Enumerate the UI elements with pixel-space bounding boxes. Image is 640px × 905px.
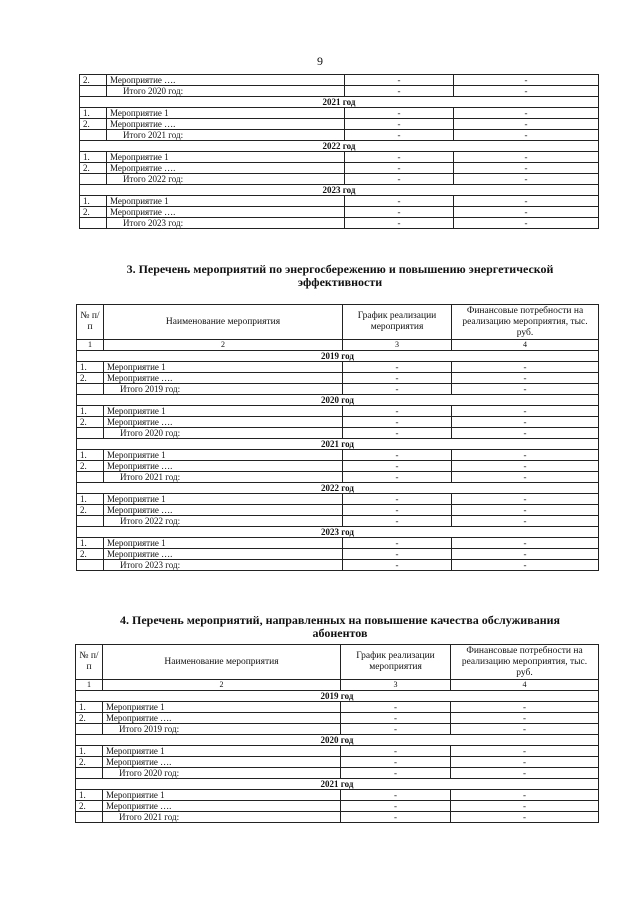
total-row [80, 130, 599, 141]
finance-cell: - [452, 406, 599, 417]
section4-title-line2: абонентов [312, 626, 368, 640]
row-number: 2. [80, 75, 107, 86]
year-label: 2019 год [76, 691, 599, 702]
finance-cell: - [452, 450, 599, 461]
total-label: Итого 2019 год: [103, 724, 341, 735]
event-name: Мероприятие 1 [107, 196, 345, 207]
row-number: 1. [77, 406, 104, 417]
section3-title [60, 263, 620, 289]
finance-cell: - [452, 549, 599, 560]
row-number [76, 768, 103, 779]
schedule-cell: - [343, 472, 452, 483]
total-label: Итого 2021 год: [107, 130, 345, 141]
schedule-cell: - [341, 746, 451, 757]
total-row [76, 812, 599, 823]
column-header: Наименование мероприятия [103, 645, 341, 680]
schedule-cell: - [343, 450, 452, 461]
row-number: 1. [76, 746, 103, 757]
schedule-cell: - [345, 196, 454, 207]
section3-title-line2: эффективности [297, 275, 383, 289]
year-label: 2023 год [77, 527, 599, 538]
finance-cell: - [452, 494, 599, 505]
table-row [80, 108, 599, 119]
table-row [76, 757, 599, 768]
year-label: 2019 год [77, 351, 599, 362]
section3-title-line1: 3. Перечень мероприятий по энергосбережению и повышению энергетической [126, 262, 554, 276]
column-index: 4 [451, 680, 599, 691]
table-row [77, 461, 599, 472]
table-row [77, 494, 599, 505]
index-row [77, 340, 599, 351]
year-label: 2020 год [77, 395, 599, 406]
schedule-cell: - [343, 417, 452, 428]
finance-cell: - [454, 130, 599, 141]
column-index: 3 [341, 680, 451, 691]
total-row [80, 86, 599, 97]
row-number: 2. [80, 163, 107, 174]
schedule-cell: - [341, 801, 451, 812]
table-row [77, 417, 599, 428]
finance-cell: - [452, 428, 599, 439]
column-header: Финансовые потребности на реализацию мероприятия, тыс. руб. [452, 305, 599, 340]
year-label: 2020 год [76, 735, 599, 746]
schedule-cell: - [345, 174, 454, 185]
year-row [80, 185, 599, 196]
section3-table [76, 304, 599, 571]
table-row [80, 119, 599, 130]
row-number: 1. [76, 790, 103, 801]
year-label: 2022 год [77, 483, 599, 494]
table-row [76, 801, 599, 812]
index-row [76, 680, 599, 691]
row-number: 1. [77, 494, 104, 505]
row-number [80, 218, 107, 229]
event-name: Мероприятие 1 [107, 152, 345, 163]
schedule-cell: - [343, 373, 452, 384]
table-row [80, 207, 599, 218]
column-header: № п/п [77, 305, 104, 340]
column-index: 1 [77, 340, 104, 351]
row-number: 2. [77, 505, 104, 516]
row-number: 1. [80, 108, 107, 119]
event-name: Мероприятие …. [107, 119, 345, 130]
row-number: 2. [76, 757, 103, 768]
finance-cell: - [454, 119, 599, 130]
table-row [77, 538, 599, 549]
finance-cell: - [451, 713, 599, 724]
finance-cell: - [451, 812, 599, 823]
schedule-cell: - [343, 560, 452, 571]
row-number: 2. [77, 549, 104, 560]
year-label: 2021 год [77, 439, 599, 450]
schedule-cell: - [341, 812, 451, 823]
column-header: Наименование мероприятия [104, 305, 343, 340]
event-name: Мероприятие …. [104, 461, 343, 472]
finance-cell: - [451, 790, 599, 801]
finance-cell: - [451, 724, 599, 735]
total-label: Итого 2023 год: [107, 218, 345, 229]
header-row [77, 305, 599, 340]
year-row [80, 97, 599, 108]
finance-cell: - [452, 538, 599, 549]
table-row [77, 362, 599, 373]
row-number [76, 724, 103, 735]
event-name: Мероприятие …. [103, 757, 341, 768]
column-header: График реализации мероприятия [343, 305, 452, 340]
finance-cell: - [454, 108, 599, 119]
finance-cell: - [454, 218, 599, 229]
total-row [76, 724, 599, 735]
total-row [77, 384, 599, 395]
event-name: Мероприятие …. [107, 75, 345, 86]
total-label: Итого 2022 год: [104, 516, 343, 527]
schedule-cell: - [341, 790, 451, 801]
column-index: 3 [343, 340, 452, 351]
year-row [76, 779, 599, 790]
column-header: График реализации мероприятия [341, 645, 451, 680]
year-row [80, 141, 599, 152]
column-index: 1 [76, 680, 103, 691]
year-row [77, 395, 599, 406]
event-name: Мероприятие 1 [107, 108, 345, 119]
total-row [77, 428, 599, 439]
row-number: 1. [76, 702, 103, 713]
event-name: Мероприятие …. [104, 417, 343, 428]
finance-cell: - [452, 505, 599, 516]
year-row [77, 527, 599, 538]
column-header: Финансовые потребности на реализацию мероприятия, тыс. руб. [451, 645, 599, 680]
year-row [76, 735, 599, 746]
header-row [76, 645, 599, 680]
row-number: 2. [76, 713, 103, 724]
finance-cell: - [452, 417, 599, 428]
event-name: Мероприятие 1 [104, 406, 343, 417]
row-number [80, 86, 107, 97]
section4-table [75, 644, 599, 823]
row-number [77, 428, 104, 439]
table-row [80, 163, 599, 174]
table-row [77, 373, 599, 384]
schedule-cell: - [345, 86, 454, 97]
total-label: Итого 2020 год: [107, 86, 345, 97]
schedule-cell: - [345, 207, 454, 218]
page-number: 9 [317, 54, 323, 68]
table-row [80, 196, 599, 207]
row-number: 2. [77, 461, 104, 472]
table-row [80, 75, 599, 86]
row-number [80, 174, 107, 185]
event-name: Мероприятие …. [107, 163, 345, 174]
event-name: Мероприятие 1 [103, 746, 341, 757]
schedule-cell: - [345, 130, 454, 141]
column-index: 2 [103, 680, 341, 691]
year-label: 2021 год [80, 97, 599, 108]
finance-cell: - [452, 384, 599, 395]
event-name: Мероприятие 1 [103, 702, 341, 713]
row-number: 1. [77, 450, 104, 461]
table-row [77, 406, 599, 417]
schedule-cell: - [343, 494, 452, 505]
table-row [77, 450, 599, 461]
event-name: Мероприятие …. [104, 549, 343, 560]
schedule-cell: - [343, 549, 452, 560]
schedule-cell: - [343, 362, 452, 373]
total-label: Итого 2020 год: [104, 428, 343, 439]
total-label: Итого 2021 год: [103, 812, 341, 823]
schedule-cell: - [345, 152, 454, 163]
finance-cell: - [451, 757, 599, 768]
year-label: 2022 год [80, 141, 599, 152]
total-label: Итого 2022 год: [107, 174, 345, 185]
table-row [80, 152, 599, 163]
finance-cell: - [454, 86, 599, 97]
table-row [76, 702, 599, 713]
top-table [79, 74, 599, 229]
row-number: 2. [80, 207, 107, 218]
table-row [76, 713, 599, 724]
schedule-cell: - [341, 724, 451, 735]
event-name: Мероприятие 1 [104, 538, 343, 549]
year-row [77, 439, 599, 450]
event-name: Мероприятие …. [104, 505, 343, 516]
event-name: Мероприятие 1 [104, 362, 343, 373]
schedule-cell: - [343, 516, 452, 527]
row-number [77, 560, 104, 571]
event-name: Мероприятие 1 [104, 450, 343, 461]
row-number: 1. [77, 538, 104, 549]
row-number: 1. [77, 362, 104, 373]
finance-cell: - [452, 560, 599, 571]
finance-cell: - [454, 75, 599, 86]
total-row [77, 560, 599, 571]
schedule-cell: - [345, 218, 454, 229]
section4-title [60, 614, 620, 640]
schedule-cell: - [345, 119, 454, 130]
finance-cell: - [454, 163, 599, 174]
row-number: 2. [76, 801, 103, 812]
total-row [80, 174, 599, 185]
schedule-cell: - [341, 768, 451, 779]
finance-cell: - [452, 516, 599, 527]
schedule-cell: - [341, 702, 451, 713]
finance-cell: - [454, 196, 599, 207]
finance-cell: - [451, 768, 599, 779]
total-label: Итого 2023 год: [104, 560, 343, 571]
row-number: 2. [77, 373, 104, 384]
finance-cell: - [452, 373, 599, 384]
event-name: Мероприятие …. [104, 373, 343, 384]
schedule-cell: - [343, 505, 452, 516]
column-index: 2 [104, 340, 343, 351]
finance-cell: - [452, 461, 599, 472]
event-name: Мероприятие …. [103, 801, 341, 812]
column-index: 4 [452, 340, 599, 351]
schedule-cell: - [343, 538, 452, 549]
total-row [77, 516, 599, 527]
total-row [76, 768, 599, 779]
finance-cell: - [454, 207, 599, 218]
total-row [77, 472, 599, 483]
row-number: 1. [80, 196, 107, 207]
row-number: 2. [80, 119, 107, 130]
schedule-cell: - [343, 406, 452, 417]
section4-title-line1: 4. Перечень мероприятий, направленных на повышение качества обслуживания [119, 613, 561, 627]
total-label: Итого 2020 год: [103, 768, 341, 779]
year-label: 2021 год [76, 779, 599, 790]
table-row [76, 790, 599, 801]
column-header: № п/п [76, 645, 103, 680]
row-number [80, 130, 107, 141]
row-number: 2. [77, 417, 104, 428]
finance-cell: - [451, 801, 599, 812]
schedule-cell: - [343, 384, 452, 395]
event-name: Мероприятие …. [103, 713, 341, 724]
event-name: Мероприятие 1 [103, 790, 341, 801]
table-row [76, 746, 599, 757]
row-number [77, 472, 104, 483]
finance-cell: - [454, 152, 599, 163]
row-number [77, 384, 104, 395]
year-row [77, 483, 599, 494]
row-number [76, 812, 103, 823]
finance-cell: - [452, 362, 599, 373]
total-label: Итого 2021 год: [104, 472, 343, 483]
table-row [77, 549, 599, 560]
schedule-cell: - [343, 428, 452, 439]
schedule-cell: - [341, 713, 451, 724]
finance-cell: - [451, 746, 599, 757]
schedule-cell: - [345, 163, 454, 174]
schedule-cell: - [343, 461, 452, 472]
total-label: Итого 2019 год: [104, 384, 343, 395]
row-number: 1. [80, 152, 107, 163]
finance-cell: - [452, 472, 599, 483]
finance-cell: - [451, 702, 599, 713]
year-row [77, 351, 599, 362]
event-name: Мероприятие 1 [104, 494, 343, 505]
year-row [76, 691, 599, 702]
schedule-cell: - [345, 75, 454, 86]
year-label: 2023 год [80, 185, 599, 196]
table-row [77, 505, 599, 516]
finance-cell: - [454, 174, 599, 185]
row-number [77, 516, 104, 527]
schedule-cell: - [345, 108, 454, 119]
total-row [80, 218, 599, 229]
event-name: Мероприятие …. [107, 207, 345, 218]
schedule-cell: - [341, 757, 451, 768]
